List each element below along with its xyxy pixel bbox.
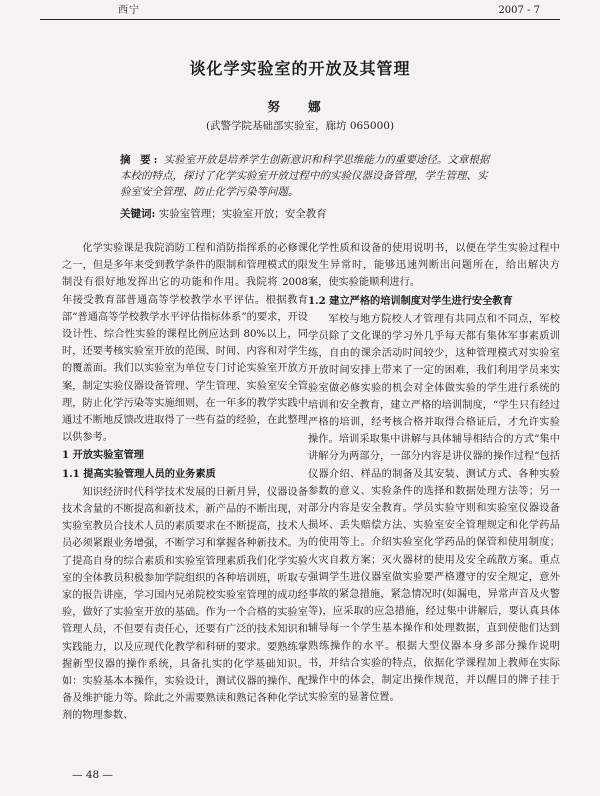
- section-heading: 1 开放实验室管理: [62, 449, 144, 462]
- keywords: [120, 206, 500, 222]
- subsection-heading: 1.2 建立严格的培训制度对学生进行安全教育: [308, 294, 513, 307]
- body-paragraph: 知识经济时代科学技术发展的日新月异，仪器设备技术含量的不断提高和新技术，新产品的不断出现，对实验室教员合技术人员的素质要求在不断提高，技术人员必须紧跟业务增强，不断学习和掌握各种新技术。为了提高自身的综合素质和实验室管理素质我们化学实验室的全体教员积极参加学院组织的各种培训班，听取专家的报告讲座，学习国内兄弟院校实验室管理的成功经验，做好了实验室开放的基础。作为一个合格的实验室管理人员，不但要有责任心，还要有广泛的技术知识和实践能力，以及应现代化教学和科研的要求。要熟练掌握新型仪器的操作系统，具备扎实的化学基础知识。如：实验基本本操作，实验设计，测试仪器的操作、配备及维护能力等。除此之外需要熟读和熟记各种化学试剂的物理参数、: [62, 486, 308, 722]
- page-number: — 48 —: [72, 769, 114, 781]
- affiliation: (武警学院基础部实验室，廊坊 065000): [205, 120, 395, 132]
- header-rule: [40, 19, 560, 20]
- keywords-label: 关键词:: [120, 208, 156, 220]
- header-right: 2007 - 7: [498, 5, 540, 16]
- keywords-text: 实验室管理；实验室开放；安全教育: [158, 208, 327, 220]
- right-column: [308, 240, 560, 706]
- article-title: 谈化学实验室的开放及其管理: [189, 59, 411, 78]
- abstract: [120, 152, 490, 200]
- subsection-heading: 1.1 提高实验管理人员的业务素质: [62, 467, 216, 480]
- intro-paragraph: 化学实验课是我院消防工程和消防指挥系的必修课之一，但是多年来受到教学条件的限制和管理模式的限制没有很好地发挥出它的功能和作用。我院将 2008 年接受教育部普通高等学校教学水平评估。根据教育部“普通高等学校教学水平评估指标体系”的要求，开设设计性、综合性实验的课程比例应达到 80%以上，同时，还要考核实验室开放的范围、时间、内容和对学生的覆盖面。我们以实验室为单位专门讨论实验室开放方案，制定实验仪器设备管理、学生管理、实验室安全管理，防止化学污染等实施细则，在一年多的教学实践中通过不断地反馈改进取得了一些有益的经验，在此整理以供参考。: [62, 243, 308, 444]
- running-header: [40, 4, 560, 18]
- continued-paragraph: 化学性质和设备的使用说明书，以便在学生实验过程中发生异常时，能够迅速判断出问题所在，给出解决方案，使实验能顺利进行。: [308, 243, 560, 289]
- header-left: 西宁: [118, 5, 140, 16]
- body-paragraph: 军校与地方院校人才管理有共同点和不同点，军校学员除了文化课的学习外几乎每天都有集体军事素质训练，自由的课余活动时间较少，这种管理模式对实验室开放时间安排上带来了一定的困难，我们利用学员来实验室做必修实验的机会对全体做实验的学生进行系统的培训和安全教育，建立严格的培训制度，“学生只有经过严格的培训，经考核合格并取得合格证后，才允许实验操作。培训采取集中讲解与具体辅导相结合的方式”集中讲解分为两部分，一部分内容是讲仪器的操作过程“包括仪器介绍、样品的制备及其安装、测试方式、各种实验参数的意义、实验条件的选择和数据处理方法等；另一部分内容是安全教育。学员实验守则和实验室仪器设备损坏、丢失赔偿方法、实验室安全管理规定和化学药品的使用等上。介绍实验室化学药品的保管和使用制度；火灾自救方案；灭火器材的使用及安全疏散方案。重点强调学生进仪器室做实验要严格遵守的安全规定，意外事故的紧急措施，紧急情况时(如漏电，异常声音及火警等)，应采取的应急措施，经过集中讲解后，要认真具体辅导每一个学生基本操作和处理数据，直到使他们达到熟练操作的水平。根据大型仪器本身多部分操作说明书，并结合实验的特点，依据化学课程加上教师在实际操作中的体会，制定出操作规范，并以醒目的牌子挂于实验室的显著位置。: [308, 313, 560, 704]
- abstract-label: 摘 要:: [120, 154, 161, 166]
- abstract-text: 实验室开放是培养学生创新意识和科学思维能力的重要途径。文章根据本校的特点，探讨了化学实验室开放过程中的实验仪器设备管理，学生管理、实验室安全管理、防止化学污染等问题。: [120, 154, 490, 198]
- author: 努 娜: [267, 99, 333, 114]
- left-column: [62, 240, 308, 725]
